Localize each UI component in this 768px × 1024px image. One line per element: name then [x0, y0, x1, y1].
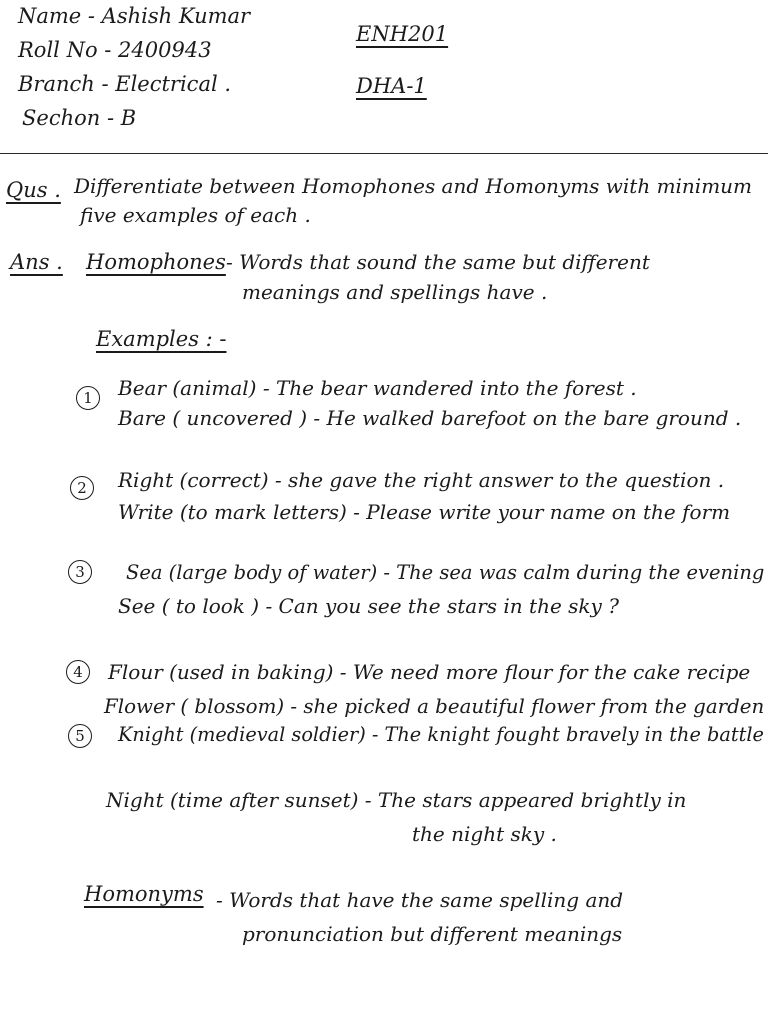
- homophones-definition-1: - Words that sound the same but different: [226, 250, 650, 274]
- homophones-term: Homophones: [86, 250, 226, 274]
- example-5-line-3: the night sky .: [412, 822, 557, 846]
- question-label: Qus .: [6, 178, 61, 202]
- homonyms-definition-2: pronunciation but different meanings: [242, 922, 623, 946]
- student-name: Name - Ashish Kumar: [18, 4, 251, 28]
- example-number-4: 4: [66, 660, 90, 684]
- example-1-line-2: Bare ( uncovered ) - He walked barefoot on the bare ground .: [118, 406, 742, 430]
- branch: Branch - Electrical .: [18, 72, 232, 96]
- homonyms-term: Homonyms: [84, 882, 204, 906]
- example-5-line-1: Knight (medieval soldier) - The knight fought bravely in the battle: [118, 722, 764, 746]
- example-2-line-2: Write (to mark letters) - Please write your name on the form: [118, 500, 731, 524]
- roll-number: Roll No - 2400943: [18, 38, 212, 62]
- examples-heading: Examples : -: [96, 327, 227, 351]
- example-2-line-1: Right (correct) - she gave the right answer to the question .: [118, 468, 725, 492]
- example-number-5: 5: [68, 724, 92, 748]
- example-5-line-2: Night (time after sunset) - The stars appeared brightly in: [106, 788, 687, 812]
- homonyms-definition-1: - Words that have the same spelling and: [216, 888, 624, 912]
- example-4-line-2: Flower ( blossom) - she picked a beautiful flower from the garden: [104, 694, 765, 718]
- assignment-label: DHA-1: [356, 74, 427, 98]
- example-1-line-1: Bear (animal) - The bear wandered into the forest .: [118, 376, 637, 400]
- example-4-line-1: Flour (used in baking) - We need more flour for the cake recipe: [108, 660, 751, 684]
- homophones-definition-2: meanings and spellings have .: [242, 280, 548, 304]
- example-3-line-2: See ( to look ) - Can you see the stars in the sky ?: [118, 594, 619, 618]
- example-number-3: 3: [68, 560, 92, 584]
- example-number-2: 2: [70, 476, 94, 500]
- course-code: ENH201: [356, 22, 449, 46]
- question-line-2: five examples of each .: [80, 203, 311, 227]
- example-number-1: 1: [76, 386, 100, 410]
- section: Sechon - B: [22, 106, 137, 130]
- question-line-1: Differentiate between Homophones and Homonyms with minimum: [74, 174, 753, 198]
- example-3-line-1: Sea (large body of water) - The sea was calm during the evening: [126, 560, 765, 584]
- answer-label: Ans .: [10, 250, 63, 274]
- header-divider: [0, 153, 768, 154]
